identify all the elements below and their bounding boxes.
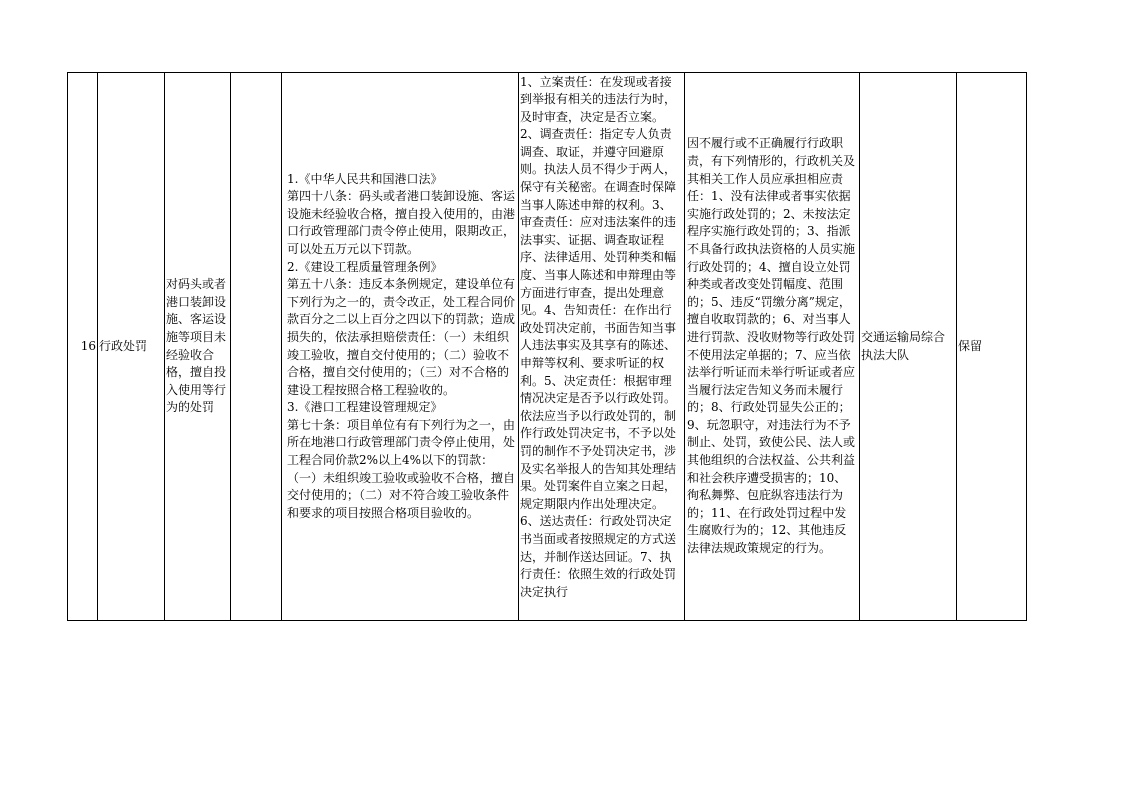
responsibility-cell	[519, 73, 685, 621]
accountability-text: 因不履行或不正确履行行政职责，有下列情形的，行政机关及其相关工作人员应承担相应责任：1、没有法律或者事实依据实施行政处罚的；2、未按法定程序实施行政处罚的；3、指派不具备行政执法资格的人员实施行政处罚的；4、擅自设立处罚种类或者改变处罚幅度、范围的；5、违反“罚缴分离”规定，擅自收取罚款的；6、对当事人进行罚款、没收财物等行政处罚不使用法定单据的；7、应当依法举行听证而未举行听证或者应当履行法定告知义务而未履行的；8、行政处罚显失公正的；9、玩忽职守，对违法行为不予制止、处罚，致使公民、法人或其他组织的合法权益、公共利益和社会秩序遭受损害的；10、徇私舞弊、包庇纵容违法行为的；11、在行政处罚过程中发生腐败行为的；12、其他违反法律法规政策规定的行为。	[687, 136, 856, 556]
status-cell	[957, 73, 1027, 621]
department: 交通运输局综合执法大队	[861, 329, 946, 362]
table-row	[68, 73, 1027, 621]
item-name-cell	[165, 73, 231, 621]
power-category: 行政处罚	[99, 338, 148, 353]
department-cell	[860, 73, 957, 621]
accountability-cell	[685, 73, 860, 621]
status: 保留	[958, 338, 983, 353]
power-list-table	[67, 72, 1027, 621]
row-number-cell	[68, 73, 98, 621]
category-cell	[98, 73, 165, 621]
legal-basis-cell	[282, 73, 519, 621]
sub-item-cell	[231, 73, 282, 621]
responsibility-text: 1、立案责任：在发现或者接到举报有相关的违法行为时，及时审查，决定是否立案。2、调查责任：指定专人负责调查、取证，并遵守回避原则。执法人员不得少于两人，保守有关秘密。在调查时保障当事人陈述申辩的权利。3、审查责任：应对违法案件的违法事实、证据、调查取证程序、法律适用、处罚种类和幅度、当事人陈述和申辩理由等方面进行审查，提出处理意见。4、告知责任：在作出行政处罚决定前，书面告知当事人违法事实及其享有的陈述、申辩等权利、要求听证的权利。5、决定责任：根据审理情况决定是否予以行政处罚。依法应当予以行政处罚的，制作行政处罚决定书，不予以处罚的制作不予处罚决定书，涉及实名举报人的告知其处理结果。处罚案件自立案之日起，规定期限内作出处理决定。 6、送达责任：行政处罚决定书当面或者按照规定的方式送达，并制作送达回证。7、执行责任：依照生效的行政处罚决定执行	[520, 74, 677, 599]
responsibility-clip	[520, 74, 683, 620]
row-number: 16	[80, 338, 96, 353]
legal-basis: 1.《中华人民共和国港口法》 第四十八条：码头或者港口装卸设施、客运设施未经验收合格，擅自投入使用的，由港口行政管理部门责令停止使用，限期改正，可以处五万元以下罚款。 2.《建设工程质量管理条例》 第五十八条：违反本条例规定，建设单位有下列行为之一的，责令改正，处工程合同价款百分之二以上百分之四以下的罚款；造成损失的，依法承担赔偿责任：（一）未组织竣工验收，擅自交付使用的；（二）验收不合格，擅自交付使用的；（三）对不合格的建设工程按照合格工程验收的。 3.《港口工程建设管理规定》 第七十条：项目单位有有下列行为之一，由所在地港口行政管理部门责令停止使用，处工程合同价款2%以上4%以下的罚款：（一）未组织竣工验收或验收不合格，擅自交付使用的；（二）对不符合竣工验收条件和要求的项目按照合格项目验收的。	[287, 171, 516, 520]
item-name: 对码头或者港口装卸设施、客运设施等项目未经验收合格，擅自投入使用等行为的处罚	[166, 277, 227, 415]
